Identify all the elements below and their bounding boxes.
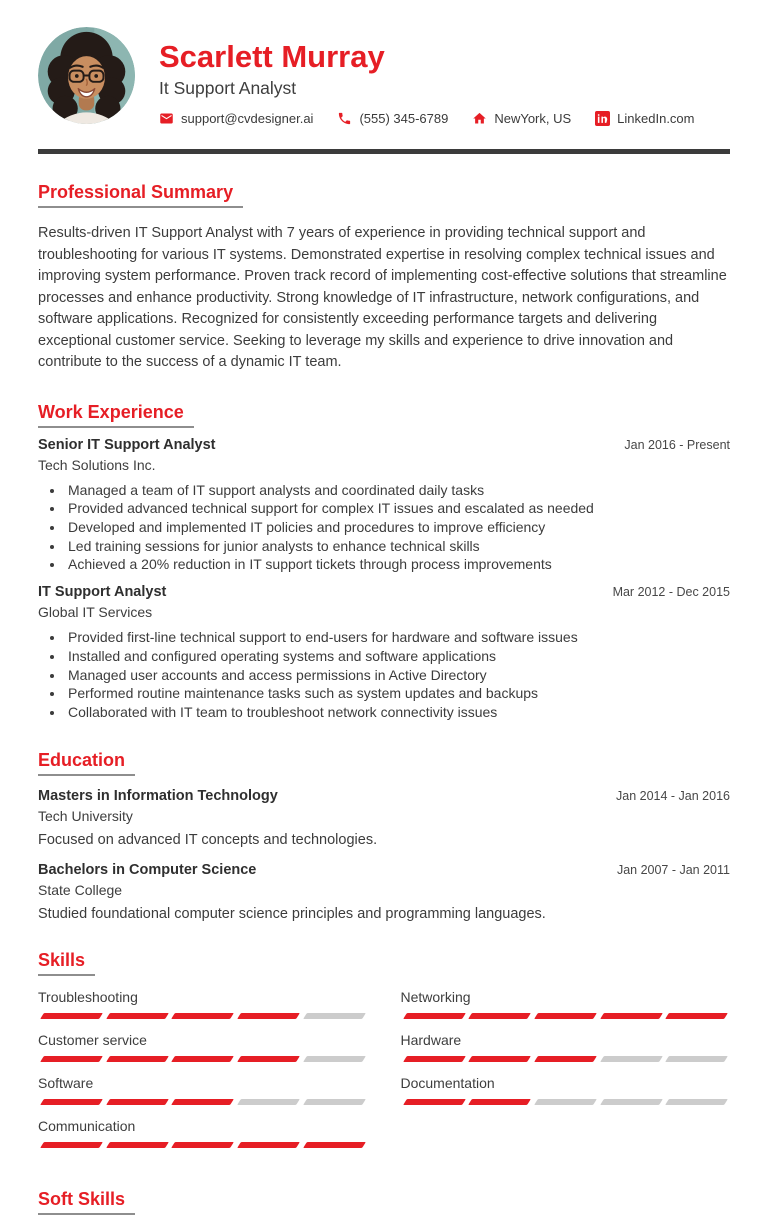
degree-description: Focused on advanced IT concepts and technologies. [38, 831, 378, 848]
skill-segment-empty [600, 1056, 662, 1062]
job-entry [38, 437, 730, 575]
skill-segment-filled [237, 1142, 299, 1148]
contact-text: support@cvdesigner.ai [181, 111, 314, 127]
degree-entry-head [38, 862, 730, 878]
section-professional-summary [38, 182, 730, 374]
job-bullet: • Achieved a 20% reduction in IT support tickets through process improvements [65, 555, 730, 574]
skill-row [401, 989, 731, 1019]
summary-text: Results-driven IT Support Analyst with 7 years of experience in providing technical support and troubleshooting for various IT systems. Demonstrated expertise in resolving complex technical issues and improving system performance. Proven track record of implementing cost-effective solutions that streamline processes and enhance productivity. Strong knowledge of IT infrastructure, network configurations, and software applications. Recognized for consistently exceeding performance targets and delivering exceptional customer service. Seeking to leverage my skills and experience to drive innovation and contribute to the success of a dynamic IT team. [38, 225, 727, 371]
skill-segment-filled [172, 1142, 234, 1148]
header-divider [38, 149, 730, 154]
skill-segment-empty [303, 1013, 365, 1019]
resume-header [38, 27, 730, 126]
skill-name: Customer service [38, 1031, 147, 1048]
degree-school: State College [38, 881, 123, 898]
skill-level-bar [38, 1142, 368, 1148]
skill-segment-filled [468, 1056, 530, 1062]
skill-segment-empty [600, 1099, 662, 1105]
experience-heading: Work Experience [38, 402, 194, 428]
skill-segment-filled [534, 1013, 596, 1019]
skill-level-bar [38, 1056, 368, 1062]
skill-segment-filled [237, 1056, 299, 1062]
skill-row [38, 1075, 368, 1105]
contact-text: NewYork, US [494, 111, 572, 127]
degree-title: Masters in Information Technology [38, 787, 278, 804]
skill-name: Troubleshooting [38, 988, 138, 1005]
skill-name: Documentation [400, 1074, 495, 1091]
summary-heading: Professional Summary [38, 182, 243, 208]
skill-row [401, 1032, 731, 1062]
job-bullet: • Provided first-line technical support to end-users for hardware and software issues [65, 628, 730, 647]
skill-level-bar [38, 1099, 368, 1105]
job-title: Senior IT Support Analyst [38, 436, 216, 453]
skill-name: Hardware [400, 1031, 462, 1048]
skill-row [38, 1118, 368, 1148]
home-icon [472, 111, 487, 126]
job-bullet: • Collaborated with IT team to troubleshoot network connectivity issues [65, 703, 730, 722]
skill-row [38, 1032, 368, 1062]
skill-segment-filled [40, 1056, 102, 1062]
soft-skills-heading: Soft Skills [38, 1189, 135, 1215]
skill-row [401, 1075, 731, 1105]
job-bullet: • Developed and implemented IT policies and procedures to improve efficiency [65, 518, 730, 537]
skill-level-bar [38, 1013, 368, 1019]
skill-name: Communication [38, 1117, 136, 1134]
contact-text: (555) 345-6789 [359, 111, 449, 127]
linkedin-icon [595, 111, 610, 126]
skill-segment-filled [534, 1056, 596, 1062]
skill-segment-filled [172, 1013, 234, 1019]
skill-segment-filled [468, 1013, 530, 1019]
job-entry [38, 584, 730, 722]
skill-segment-filled [106, 1013, 168, 1019]
profile-photo [38, 27, 135, 124]
job-bullet: • Managed user accounts and access permissions in Active Directory [65, 666, 730, 685]
job-bullet: • Managed a team of IT support analysts and coordinated daily tasks [65, 481, 730, 500]
phone-icon [337, 111, 352, 126]
skill-name: Networking [400, 988, 471, 1005]
section-skills [38, 950, 730, 1161]
skill-segment-filled [172, 1056, 234, 1062]
header-text [159, 27, 730, 126]
skill-level-bar [401, 1013, 731, 1019]
job-bullet: • Led training sessions for junior analysts to enhance technical skills [65, 537, 730, 556]
degree-entry [38, 788, 730, 848]
skill-segment-filled [468, 1099, 530, 1105]
skill-segment-filled [403, 1099, 465, 1105]
contact-item [337, 111, 448, 126]
skill-segment-filled [665, 1013, 727, 1019]
job-entry-head [38, 437, 730, 453]
contact-text: LinkedIn.com [617, 111, 695, 127]
job-bullet: • Performed routine maintenance tasks such as system updates and backups [65, 684, 730, 703]
job-title: IT Support Analyst [38, 584, 167, 601]
job-entry-head [38, 584, 730, 600]
degree-list [38, 788, 730, 922]
degree-school: Tech University [38, 807, 133, 824]
degree-title: Bachelors in Computer Science [38, 861, 257, 878]
candidate-title: It Support Analyst [159, 78, 297, 99]
skill-segment-filled [106, 1142, 168, 1148]
degree-entry-head [38, 788, 730, 804]
skill-segment-filled [172, 1099, 234, 1105]
skill-segment-empty [303, 1056, 365, 1062]
skill-level-bar [401, 1099, 731, 1105]
skills-grid [38, 989, 730, 1161]
contact-item [159, 111, 313, 126]
degree-description: Studied foundational computer science principles and programming languages. [38, 905, 546, 922]
job-bullet: • Provided advanced technical support for complex IT issues and escalated as needed [65, 499, 730, 518]
contact-item [595, 111, 694, 126]
skills-heading: Skills [38, 950, 95, 976]
skill-segment-empty [665, 1056, 727, 1062]
job-bullet: • Installed and configured operating systems and software applications [65, 647, 730, 666]
skill-segment-empty [534, 1099, 596, 1105]
skill-segment-empty [237, 1099, 299, 1105]
skill-segment-filled [106, 1099, 168, 1105]
job-dates: Mar 2012 - Dec 2015 [612, 585, 730, 600]
avatar-illustration [38, 27, 135, 124]
skill-segment-filled [303, 1142, 365, 1148]
contact-row [159, 111, 730, 126]
skill-segment-filled [40, 1099, 102, 1105]
section-soft-skills [38, 1189, 730, 1224]
skill-segment-filled [106, 1056, 168, 1062]
section-work-experience [38, 402, 730, 722]
skill-segment-empty [303, 1099, 365, 1105]
candidate-name: Scarlett Murray [159, 39, 385, 74]
degree-entry [38, 862, 730, 922]
skill-segment-filled [600, 1013, 662, 1019]
skill-level-bar [401, 1056, 731, 1062]
skill-segment-filled [237, 1013, 299, 1019]
skills-column [38, 989, 368, 1161]
skill-segment-filled [40, 1013, 102, 1019]
skills-column [401, 989, 731, 1118]
skill-segment-filled [40, 1142, 102, 1148]
job-bullets [38, 628, 730, 722]
skill-row [38, 989, 368, 1019]
degree-dates: Jan 2014 - Jan 2016 [616, 788, 730, 803]
job-bullets [38, 481, 730, 575]
section-education [38, 750, 730, 922]
skill-segment-filled [403, 1013, 465, 1019]
degree-dates: Jan 2007 - Jan 2011 [616, 862, 730, 877]
job-dates: Jan 2016 - Present [624, 437, 730, 452]
skill-segment-filled [403, 1056, 465, 1062]
job-list [38, 437, 730, 722]
contact-item [472, 111, 571, 126]
skill-segment-empty [665, 1099, 727, 1105]
email-icon [159, 111, 174, 126]
education-heading: Education [38, 750, 135, 776]
skill-name: Software [38, 1074, 94, 1091]
job-company: Tech Solutions Inc. [38, 456, 156, 473]
job-company: Global IT Services [38, 604, 153, 621]
